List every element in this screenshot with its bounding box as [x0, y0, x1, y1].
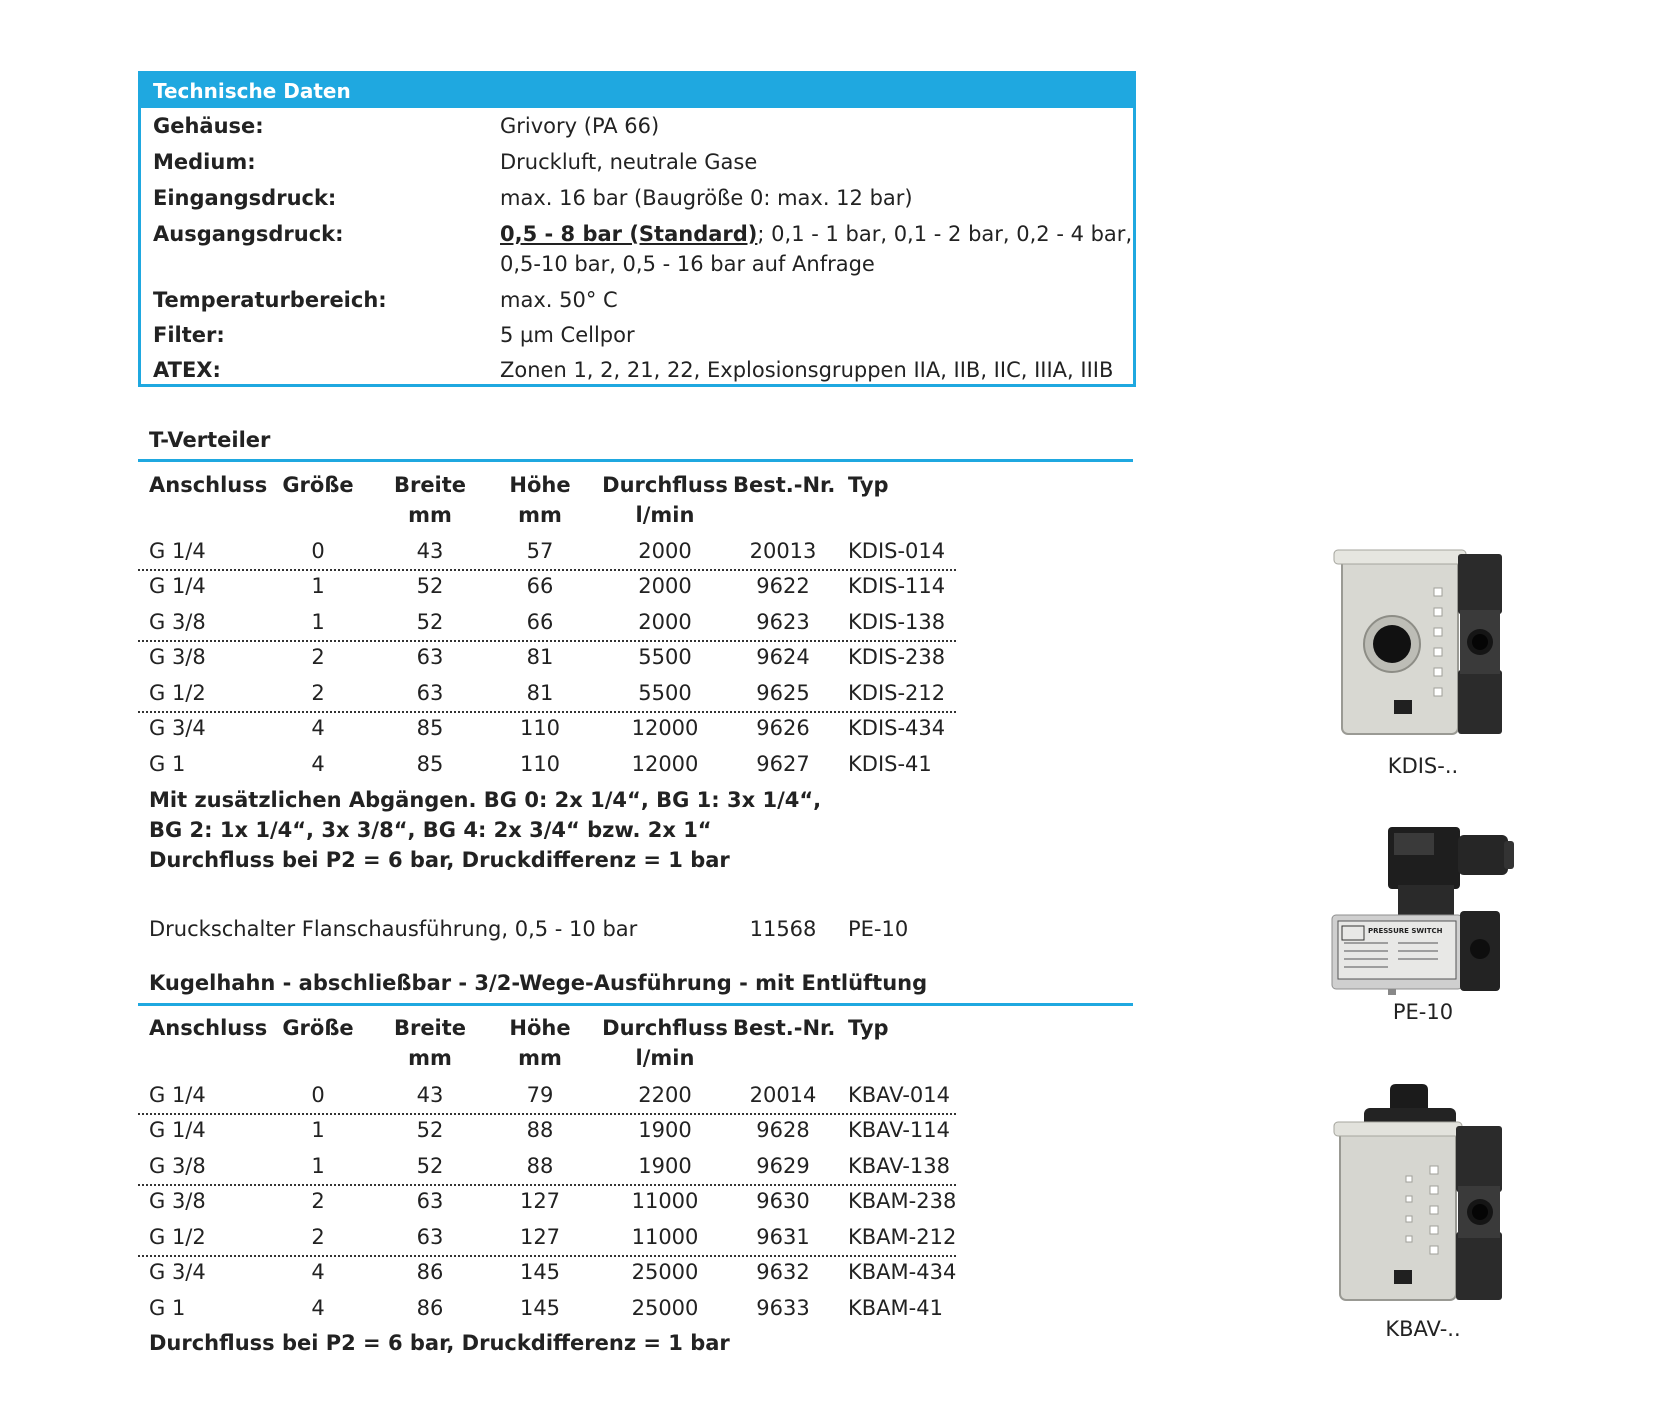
cell-breite: 52 — [416, 1154, 444, 1178]
cell-groesse: 4 — [311, 716, 325, 740]
header-durchfluss-unit: l/min — [635, 1046, 695, 1070]
spec-value: Druckluft, neutrale Gase — [500, 150, 758, 174]
cell-groesse: 1 — [311, 610, 325, 634]
spec-value: max. 16 bar (Baugröße 0: max. 12 bar) — [500, 186, 913, 210]
cell-best-nr: 9628 — [756, 1118, 810, 1142]
cell-hoehe: 127 — [519, 1189, 561, 1213]
section-divider — [138, 459, 1133, 462]
cell-breite: 63 — [416, 1225, 444, 1249]
cell-anschluss: G 3/8 — [149, 1189, 206, 1213]
pressure-switch-image — [1328, 825, 1518, 997]
header-anschluss: Anschluss — [149, 473, 268, 497]
druckschalter-typ: PE-10 — [848, 917, 909, 941]
cell-breite: 43 — [416, 1083, 444, 1107]
cell-breite: 86 — [416, 1260, 444, 1284]
cell-best-nr: 9626 — [756, 716, 810, 740]
cell-breite: 52 — [416, 1118, 444, 1142]
spec-label: Temperaturbereich: — [153, 288, 387, 312]
cell-breite: 52 — [416, 574, 444, 598]
header-hoehe-unit: mm — [518, 503, 562, 527]
header-groesse: Größe — [282, 1016, 354, 1040]
cell-durchfluss: 2200 — [638, 1083, 692, 1107]
cell-groesse: 2 — [311, 1225, 325, 1249]
header-hoehe-unit: mm — [518, 1046, 562, 1070]
cell-groesse: 2 — [311, 1189, 325, 1213]
cell-breite: 63 — [416, 645, 444, 669]
cell-groesse: 4 — [311, 752, 325, 776]
spec-value: max. 50° C — [500, 288, 618, 312]
standard-pressure-value: 0,5 - 8 bar (Standard) — [500, 222, 758, 246]
cell-typ: KDIS-014 — [848, 539, 946, 563]
t-verteiler-note: Mit zusätzlichen Abgängen. BG 0: 2x 1/4“, BG 1: 3x 1/4“, — [149, 788, 822, 812]
cell-groesse: 1 — [311, 1154, 325, 1178]
spec-label: Ausgangsdruck: — [153, 222, 344, 246]
header-hoehe: Höhe — [509, 1016, 571, 1040]
cell-typ: KBAM-212 — [848, 1225, 957, 1249]
header-typ: Typ — [848, 473, 889, 497]
cell-best-nr: 20014 — [749, 1083, 817, 1107]
cell-hoehe: 57 — [526, 539, 554, 563]
cell-best-nr: 9629 — [756, 1154, 810, 1178]
cell-best-nr: 9632 — [756, 1260, 810, 1284]
cell-durchfluss: 1900 — [638, 1118, 692, 1142]
kugelhahn-title: Kugelhahn - abschließbar - 3/2-Wege-Ausführung - mit Entlüftung — [149, 971, 928, 995]
technical-data-box — [138, 71, 1136, 387]
cell-best-nr: 9624 — [756, 645, 810, 669]
cell-breite: 85 — [416, 716, 444, 740]
cell-durchfluss: 12000 — [631, 716, 699, 740]
cell-best-nr: 9631 — [756, 1225, 810, 1249]
cell-groesse: 0 — [311, 1083, 325, 1107]
cell-anschluss: G 1 — [149, 752, 186, 776]
cell-typ: KDIS-238 — [848, 645, 946, 669]
cell-anschluss: G 3/8 — [149, 610, 206, 634]
cell-groesse: 4 — [311, 1260, 325, 1284]
druckschalter-label: Druckschalter Flanschausführung, 0,5 - 10 bar — [149, 917, 638, 941]
cell-breite: 43 — [416, 539, 444, 563]
header-breite-unit: mm — [408, 1046, 452, 1070]
kugelhahn-note: Durchfluss bei P2 = 6 bar, Druckdifferenz = 1 bar — [149, 1331, 730, 1355]
cell-best-nr: 9630 — [756, 1189, 810, 1213]
t-verteiler-title: T-Verteiler — [149, 428, 271, 452]
cell-typ: KDIS-138 — [848, 610, 946, 634]
cell-groesse: 0 — [311, 539, 325, 563]
cell-hoehe: 145 — [519, 1296, 561, 1320]
header-groesse: Größe — [282, 473, 354, 497]
cell-typ: KBAM-41 — [848, 1296, 943, 1320]
cell-anschluss: G 3/8 — [149, 645, 206, 669]
cell-groesse: 1 — [311, 574, 325, 598]
spec-value: Zonen 1, 2, 21, 22, Explosionsgruppen IIA, IIB, IIC, IIIA, IIIB — [500, 358, 1114, 382]
spec-value — [500, 219, 1132, 249]
cell-typ: KDIS-434 — [848, 716, 946, 740]
cell-durchfluss: 25000 — [631, 1260, 699, 1284]
cell-hoehe: 110 — [519, 716, 561, 740]
druckschalter-best-nr: 11568 — [749, 917, 817, 941]
cell-hoehe: 81 — [526, 681, 554, 705]
cell-typ: KBAV-014 — [848, 1083, 950, 1107]
cell-hoehe: 81 — [526, 645, 554, 669]
cell-groesse: 2 — [311, 681, 325, 705]
cell-best-nr: 20013 — [749, 539, 817, 563]
section-divider — [138, 1003, 1133, 1006]
cell-hoehe: 66 — [526, 574, 554, 598]
cell-anschluss: G 1/4 — [149, 1083, 206, 1107]
spec-label: ATEX: — [153, 358, 221, 382]
cell-anschluss: G 1/2 — [149, 1225, 206, 1249]
spec-label: Medium: — [153, 150, 256, 174]
cell-anschluss: G 1 — [149, 1296, 186, 1320]
cell-durchfluss: 11000 — [631, 1189, 699, 1213]
cell-typ: KDIS-41 — [848, 752, 932, 776]
t-verteiler-note: Durchfluss bei P2 = 6 bar, Druckdifferenz = 1 bar — [149, 848, 730, 872]
cell-durchfluss: 2000 — [638, 574, 692, 598]
cell-groesse: 2 — [311, 645, 325, 669]
cell-hoehe: 66 — [526, 610, 554, 634]
cell-hoehe: 127 — [519, 1225, 561, 1249]
header-hoehe: Höhe — [509, 473, 571, 497]
product-caption-kbav: KBAV-.. — [1385, 1317, 1461, 1341]
cell-typ: KBAM-434 — [848, 1260, 957, 1284]
header-breite-unit: mm — [408, 503, 452, 527]
header-typ: Typ — [848, 1016, 889, 1040]
cell-hoehe: 79 — [526, 1083, 554, 1107]
technical-data-title: Technische Daten — [141, 74, 1133, 108]
cell-durchfluss: 12000 — [631, 752, 699, 776]
header-breite: Breite — [393, 473, 467, 497]
spec-value: Grivory (PA 66) — [500, 114, 660, 138]
cell-hoehe: 110 — [519, 752, 561, 776]
header-durchfluss-unit: l/min — [635, 503, 695, 527]
cell-anschluss: G 1/4 — [149, 574, 206, 598]
header-durchfluss: Durchfluss — [602, 1016, 728, 1040]
cell-anschluss: G 1/2 — [149, 681, 206, 705]
cell-anschluss: G 1/4 — [149, 1118, 206, 1142]
spec-label: Filter: — [153, 323, 225, 347]
cell-durchfluss: 1900 — [638, 1154, 692, 1178]
cell-best-nr: 9625 — [756, 681, 810, 705]
product-caption-pe10: PE-10 — [1392, 1000, 1454, 1024]
pressure-switch-label-text: PRESSURE SWITCH — [1368, 927, 1443, 935]
cell-breite: 63 — [416, 1189, 444, 1213]
cell-typ: KBAV-138 — [848, 1154, 950, 1178]
spec-label: Gehäuse: — [153, 114, 264, 138]
cell-anschluss: G 3/4 — [149, 716, 206, 740]
cell-typ: KDIS-114 — [848, 574, 946, 598]
cell-breite: 52 — [416, 610, 444, 634]
cell-anschluss: G 3/8 — [149, 1154, 206, 1178]
header-best-nr: Best.-Nr. — [733, 473, 836, 497]
cell-hoehe: 88 — [526, 1154, 554, 1178]
cell-durchfluss: 11000 — [631, 1225, 699, 1249]
cell-groesse: 4 — [311, 1296, 325, 1320]
cell-best-nr: 9627 — [756, 752, 810, 776]
cell-hoehe: 145 — [519, 1260, 561, 1284]
cell-typ: KBAV-114 — [848, 1118, 950, 1142]
product-caption-kdis: KDIS-.. — [1387, 754, 1459, 778]
header-best-nr: Best.-Nr. — [733, 1016, 836, 1040]
cell-durchfluss: 2000 — [638, 539, 692, 563]
cell-groesse: 1 — [311, 1118, 325, 1142]
header-breite: Breite — [393, 1016, 467, 1040]
cell-breite: 63 — [416, 681, 444, 705]
spec-label: Eingangsdruck: — [153, 186, 337, 210]
cell-breite: 85 — [416, 752, 444, 776]
cell-best-nr: 9622 — [756, 574, 810, 598]
spec-value-rest: ; 0,1 - 1 bar, 0,1 - 2 bar, 0,2 - 4 bar, — [757, 222, 1133, 246]
t-distributor-image — [1330, 548, 1510, 740]
ball-valve-image — [1330, 1082, 1512, 1306]
cell-breite: 86 — [416, 1296, 444, 1320]
t-verteiler-note: BG 2: 1x 1/4“, 3x 3/8“, BG 4: 2x 3/4“ bzw. 2x 1“ — [149, 818, 712, 842]
cell-durchfluss: 25000 — [631, 1296, 699, 1320]
header-durchfluss: Durchfluss — [602, 473, 728, 497]
cell-anschluss: G 3/4 — [149, 1260, 206, 1284]
cell-hoehe: 88 — [526, 1118, 554, 1142]
header-anschluss: Anschluss — [149, 1016, 268, 1040]
cell-typ: KDIS-212 — [848, 681, 946, 705]
cell-best-nr: 9623 — [756, 610, 810, 634]
spec-value: 0,5-10 bar, 0,5 - 16 bar auf Anfrage — [500, 252, 875, 276]
cell-durchfluss: 2000 — [638, 610, 692, 634]
cell-anschluss: G 1/4 — [149, 539, 206, 563]
cell-best-nr: 9633 — [756, 1296, 810, 1320]
cell-durchfluss: 5500 — [638, 681, 692, 705]
cell-durchfluss: 5500 — [638, 645, 692, 669]
cell-typ: KBAM-238 — [848, 1189, 957, 1213]
spec-value: 5 µm Cellpor — [500, 323, 635, 347]
